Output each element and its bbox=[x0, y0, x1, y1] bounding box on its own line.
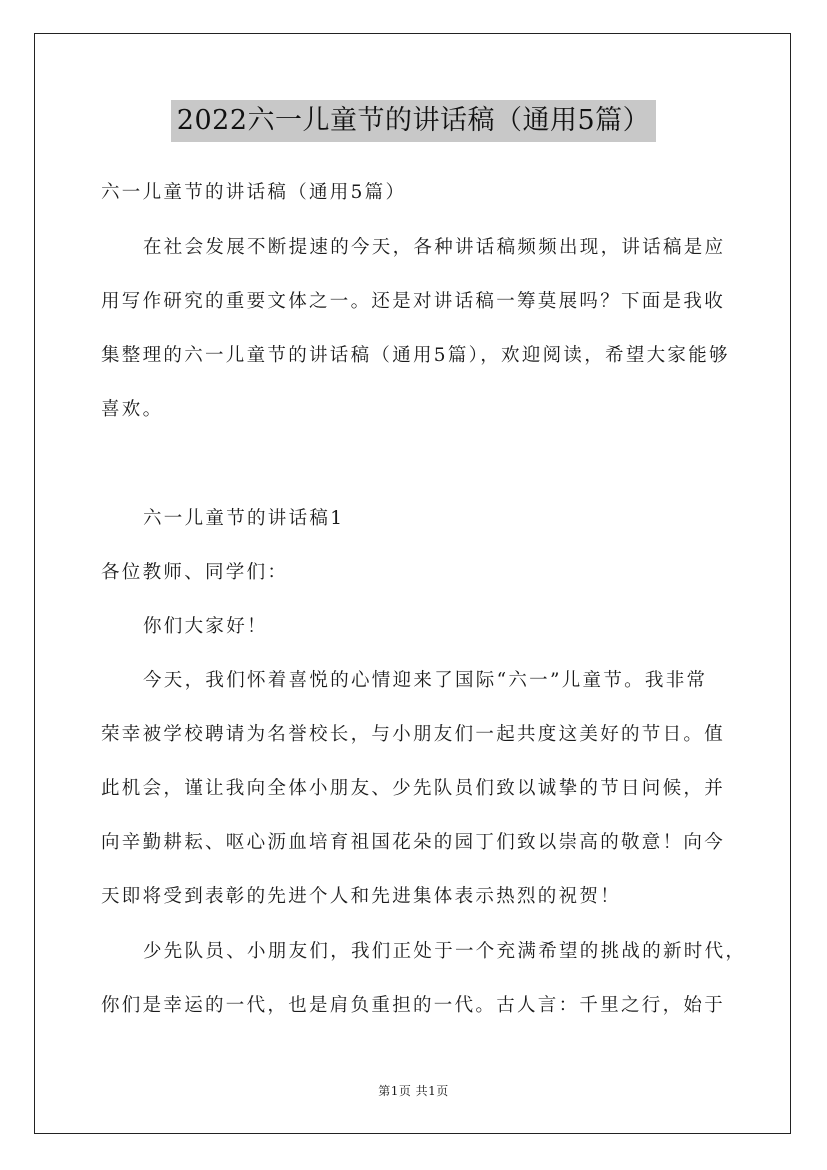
paragraph-line: 此机会，谨让我向全体小朋友、少先队员们致以诚挚的节日问候，并 bbox=[101, 778, 726, 799]
page-footer: 第1页 共1页 bbox=[378, 1084, 449, 1098]
subtitle-line: 六一儿童节的讲话稿（通用5篇） bbox=[101, 182, 407, 203]
paragraph-line: 少先队员、小朋友们，我们正处于一个充满希望的挑战的新时代， bbox=[143, 941, 747, 962]
greeting-line: 你们大家好！ bbox=[143, 616, 268, 637]
section-heading: 六一儿童节的讲话稿1 bbox=[143, 508, 345, 529]
title-container bbox=[0, 100, 827, 142]
paragraph-line: 天即将受到表彰的先进个人和先进集体表示热烈的祝贺！ bbox=[101, 886, 622, 907]
paragraph-line: 荣幸被学校聘请为名誉校长，与小朋友们一起共度这美好的节日。值 bbox=[101, 724, 726, 745]
paragraph-line: 用写作研究的重要文体之一。还是对讲话稿一筹莫展吗？下面是我收 bbox=[101, 291, 726, 312]
paragraph-line: 今天，我们怀着喜悦的心情迎来了国际“六一”儿童节。我非常 bbox=[143, 670, 708, 691]
paragraph-line: 你们是幸运的一代，也是肩负重担的一代。古人言：千里之行，始于 bbox=[101, 995, 726, 1016]
paragraph-line: 喜欢。 bbox=[101, 399, 164, 420]
document-title: 2022六一儿童节的讲话稿（通用5篇） bbox=[171, 100, 656, 142]
paragraph-line: 向辛勤耕耘、呕心沥血培育祖国花朵的园丁们致以崇高的敬意！向今 bbox=[101, 832, 726, 853]
paragraph-line: 集整理的六一儿童节的讲话稿（通用5篇），欢迎阅读，希望大家能够 bbox=[101, 345, 730, 366]
paragraph-line: 在社会发展不断提速的今天，各种讲话稿频频出现，讲话稿是应 bbox=[143, 237, 726, 258]
salutation-line: 各位教师、同学们： bbox=[101, 562, 289, 583]
